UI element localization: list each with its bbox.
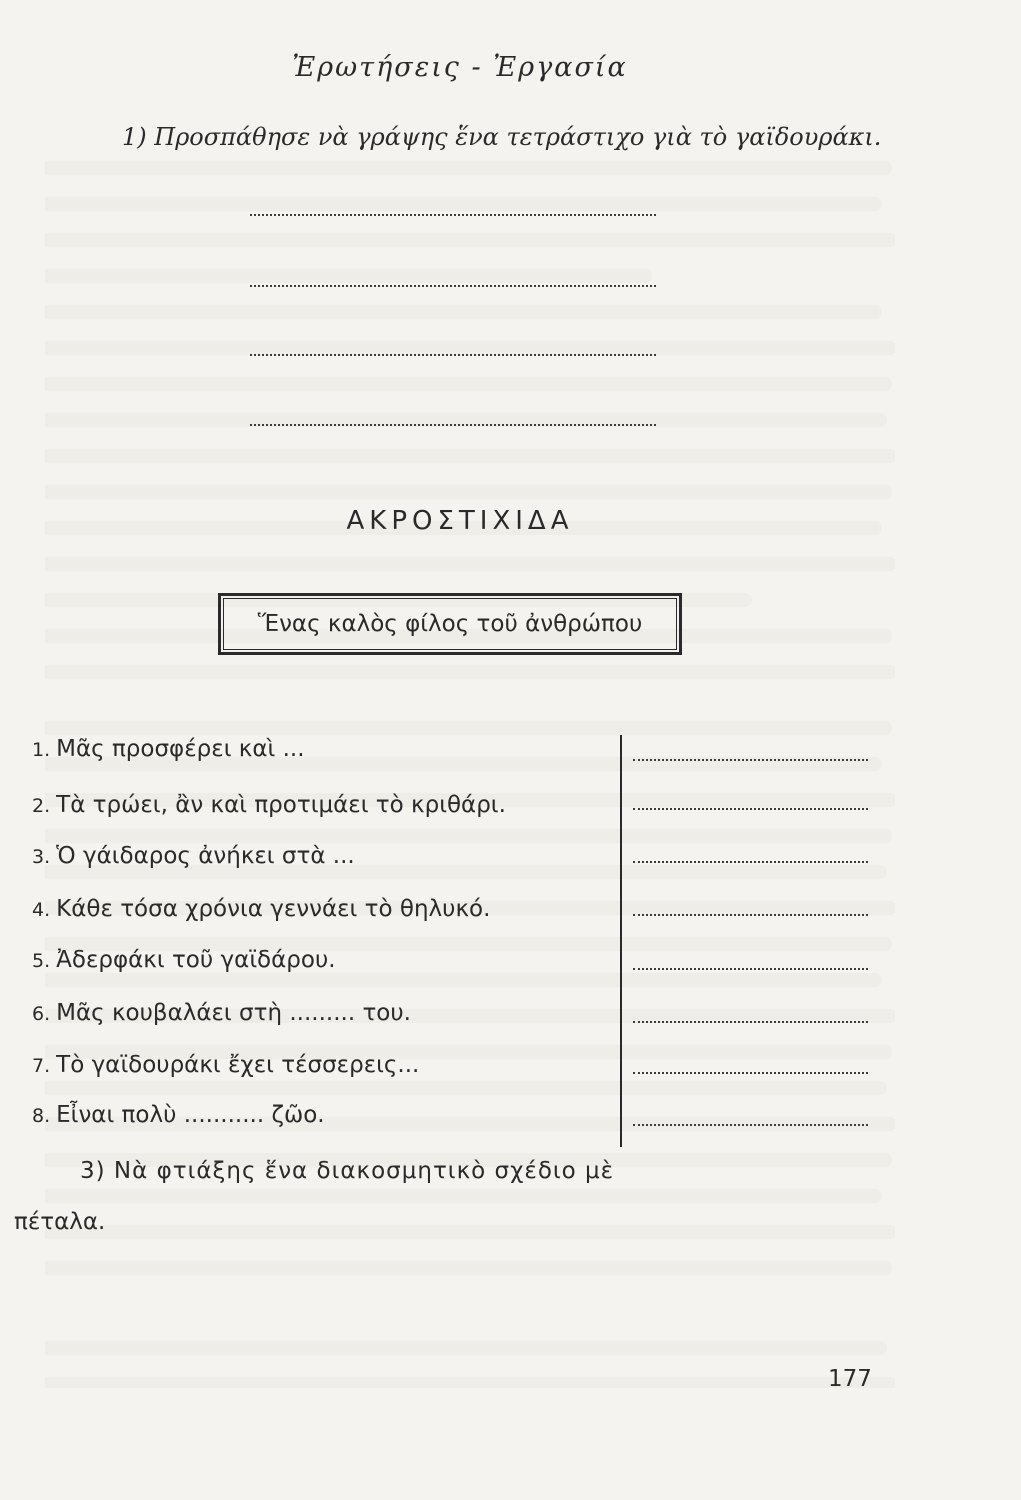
item-number: 6. bbox=[32, 1003, 51, 1025]
show-through-texture bbox=[45, 80, 895, 1320]
acrostic-item-2 bbox=[32, 792, 506, 818]
acrostic-answer-line-7 bbox=[633, 1072, 868, 1074]
acrostic-heading: ΑΚΡΟΣΤΙΧΙΔΑ bbox=[346, 506, 574, 536]
question-3: 3) Νὰ φτιάξης ἕνα διακοσμητικὸ σχέδιο μὲ bbox=[80, 1158, 615, 1184]
acrostic-answer-line-3 bbox=[633, 861, 868, 863]
acrostic-answer-line-4 bbox=[633, 914, 868, 916]
acrostic-item-3 bbox=[32, 843, 355, 869]
item-number: 7. bbox=[32, 1055, 51, 1077]
answer-line-3 bbox=[250, 354, 656, 356]
item-text: Κάθε τόσα χρόνια γεννάει τὸ θηλυκό. bbox=[56, 896, 491, 922]
item-text: Εἶναι πολὺ ........... ζῶο. bbox=[56, 1102, 325, 1128]
item-text: Τὸ γαϊδουράκι ἔχει τέσσερεις... bbox=[56, 1052, 420, 1078]
acrostic-keyword: Ἕνας καλὸς φίλος τοῦ ἀνθρώπου bbox=[223, 598, 677, 650]
acrostic-item-5 bbox=[32, 947, 336, 973]
show-through-lines bbox=[45, 148, 895, 1388]
acrostic-answer-line-2 bbox=[633, 808, 868, 810]
acrostic-answer-line-6 bbox=[633, 1021, 868, 1023]
acrostic-answer-line-8 bbox=[633, 1124, 868, 1126]
acrostic-answer-line-5 bbox=[633, 968, 868, 970]
item-number: 1. bbox=[32, 739, 51, 761]
item-text: Τὰ τρώει, ἂν καὶ προτιμάει τὸ κριθάρι. bbox=[56, 792, 506, 818]
acrostic-item-7 bbox=[32, 1052, 419, 1078]
acrostic-item-6 bbox=[32, 1000, 411, 1026]
question-1: 1) Προσπάθησε νὰ γράψης ἕνα τετράστιχο γιὰ τὸ γαϊδουράκι. bbox=[122, 123, 882, 151]
page-number: 177 bbox=[828, 1366, 872, 1392]
item-text: Ἀδερφάκι τοῦ γαϊδάρου. bbox=[56, 947, 336, 973]
item-number: 3. bbox=[32, 846, 51, 868]
answer-line-4 bbox=[250, 424, 656, 426]
acrostic-vertical-line bbox=[620, 735, 622, 1147]
item-number: 2. bbox=[32, 795, 51, 817]
question-3-continuation: πέταλα. bbox=[14, 1209, 106, 1235]
acrostic-keyword-box bbox=[218, 593, 682, 655]
item-number: 4. bbox=[32, 899, 51, 921]
item-number: 8. bbox=[32, 1105, 51, 1127]
acrostic-item-1 bbox=[32, 736, 305, 762]
acrostic-answer-line-1 bbox=[633, 759, 868, 761]
acrostic-item-8 bbox=[32, 1102, 325, 1128]
answer-line-2 bbox=[250, 285, 656, 287]
page-title: Ἐρωτήσεις - Ἐργασία bbox=[292, 52, 628, 83]
item-number: 5. bbox=[32, 950, 51, 972]
item-text: Ὁ γάιδαρος ἀνήκει στὰ ... bbox=[56, 843, 355, 869]
item-text: Μᾶς προσφέρει καὶ ... bbox=[56, 736, 305, 762]
acrostic-item-4 bbox=[32, 896, 490, 922]
answer-line-1 bbox=[250, 214, 656, 216]
item-text: Μᾶς κουβαλάει στὴ ......... του. bbox=[56, 1000, 411, 1026]
